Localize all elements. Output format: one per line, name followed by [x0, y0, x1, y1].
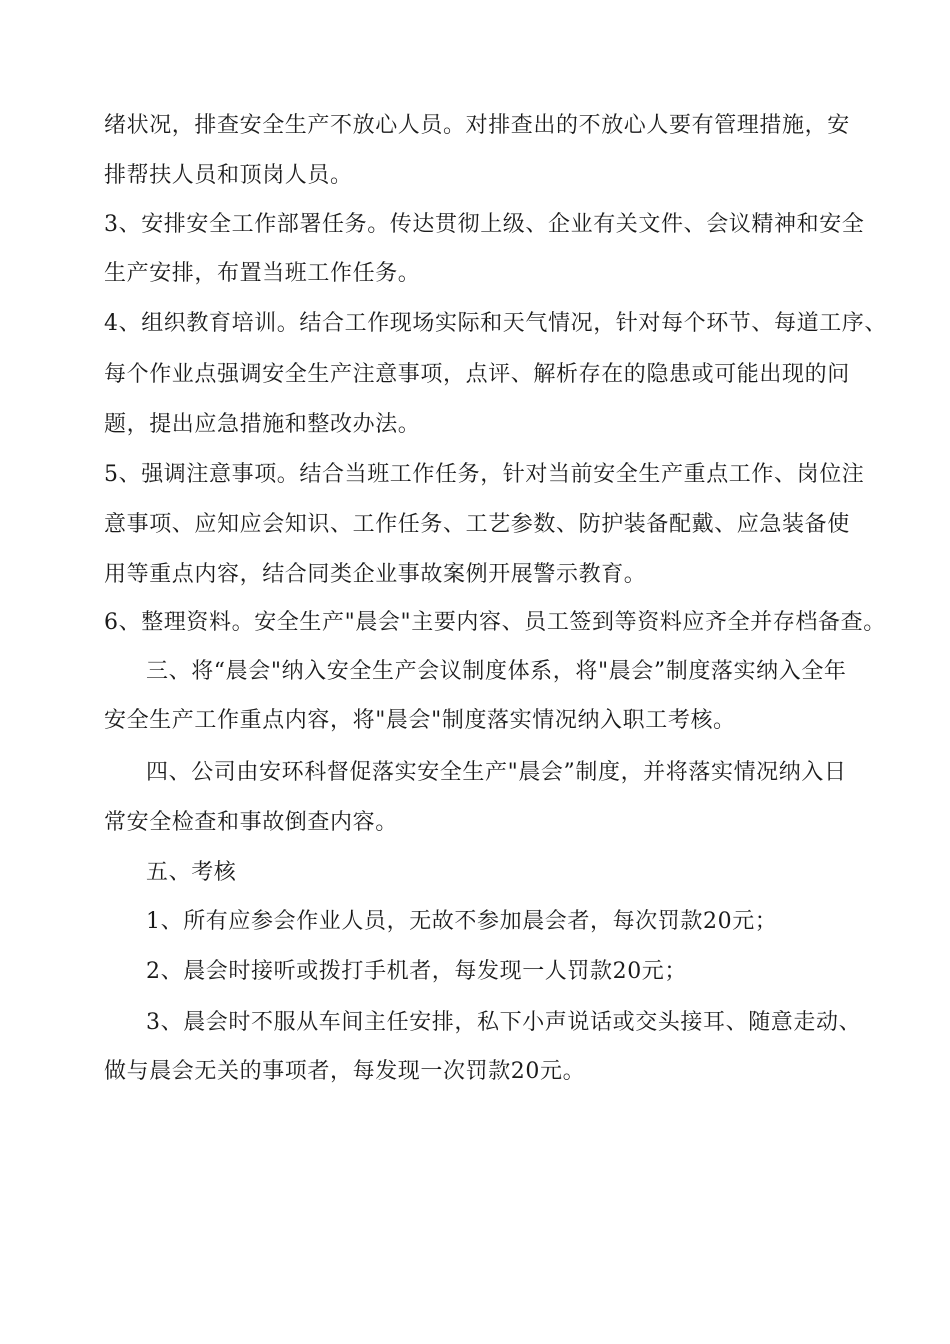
- text-line: 意事项、应知应会知识、工作任务、工艺参数、防护装备配戴、应急装备使: [104, 512, 850, 537]
- text-line: 用等重点内容，结合同类企业事故案例开展警示教育。: [104, 562, 647, 587]
- section-heading-5: 五、考核: [146, 860, 237, 885]
- text-line: 排帮扶人员和顶岗人员。: [104, 163, 353, 188]
- text-line: 4、组织教育培训。结合工作现场实际和天气情况，针对每个环节、每道工序、: [104, 311, 887, 336]
- text-line: 常安全检查和事故倒查内容。: [104, 810, 398, 835]
- text-line: 绪状况，排查安全生产不放心人员。对排查出的不放心人要有管理措施，安: [104, 113, 850, 138]
- text-line: 生产安排，布置当班工作任务。: [104, 261, 421, 286]
- assessment-item-1: 1、所有应参会作业人员，无故不参加晨会者，每次罚款20元；: [146, 909, 778, 934]
- section-heading-4: 四、公司由安环科督促落实安全生产"晨会”制度，并将落实情况纳入日: [146, 760, 847, 785]
- text-line: 做与晨会无关的事项者，每发现一次罚款20元。: [104, 1059, 586, 1084]
- section-heading-3: 三、将“晨会"纳入安全生产会议制度体系，将"晨会”制度落实纳入全年: [146, 659, 847, 684]
- text-line: 5、强调注意事项。结合当班工作任务，针对当前安全生产重点工作、岗位注: [104, 462, 865, 487]
- text-line: 3、安排安全工作部署任务。传达贯彻上级、企业有关文件、会议精神和安全: [104, 212, 865, 237]
- text-line: 每个作业点强调安全生产注意事项，点评、解析存在的隐患或可能出现的问: [104, 362, 850, 387]
- assessment-item-2: 2、晨会时接听或拨打手机者，每发现一人罚款20元；: [146, 959, 687, 984]
- text-line: 6、整理资料。安全生产"晨会"主要内容、员工签到等资料应齐全并存档备查。: [104, 610, 886, 635]
- assessment-item-3: 3、晨会时不服从车间主任安排，私下小声说话或交头接耳、随意走动、: [146, 1010, 862, 1035]
- text-line: 安全生产工作重点内容，将"晨会"制度落实情况纳入职工考核。: [104, 708, 736, 733]
- text-line: 题，提出应急措施和整改办法。: [104, 412, 421, 437]
